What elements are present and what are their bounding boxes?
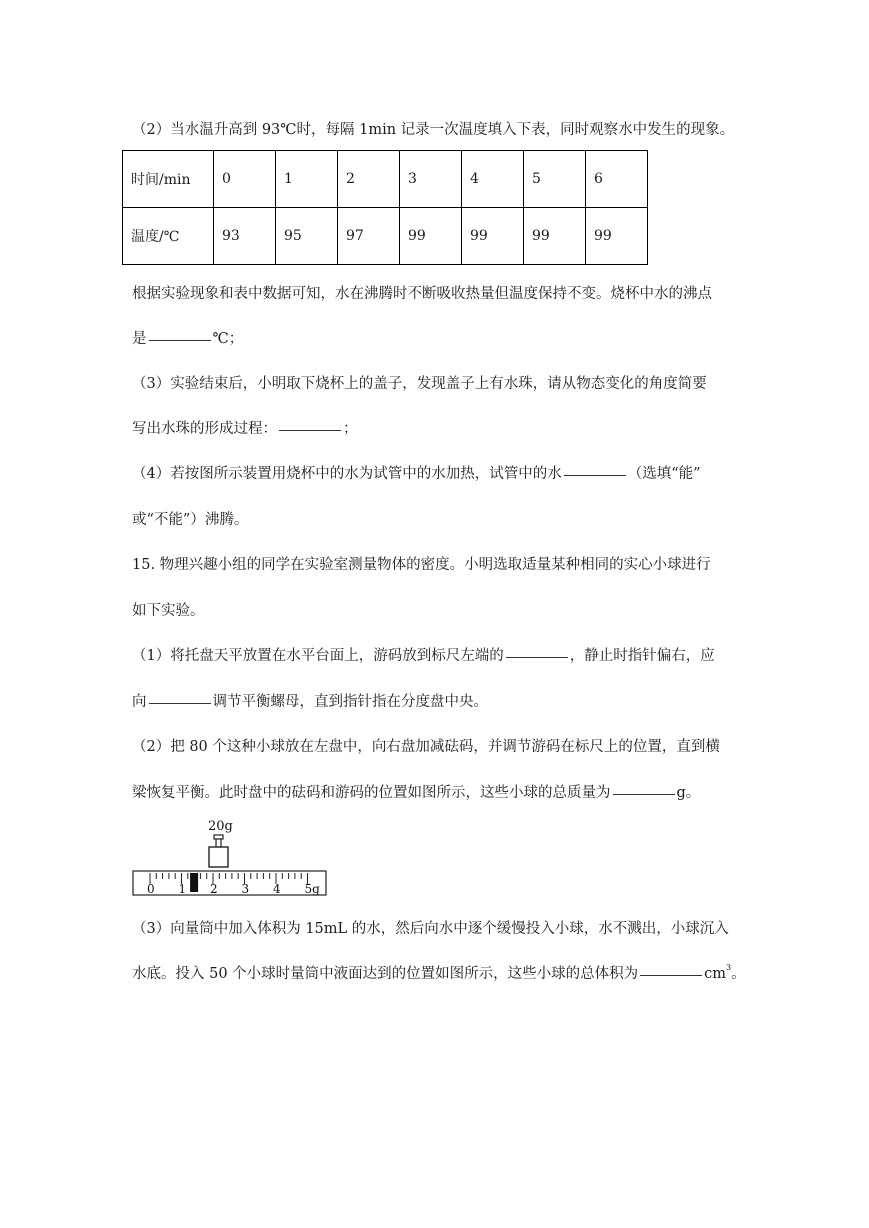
table-cell-temperature: 99 (586, 208, 648, 265)
q15-part1-line2 (132, 690, 488, 711)
table-cell-time: 3 (400, 151, 462, 208)
text: 水底。投入 50 个小球时量筒中液面达到的位置如图所示，这些小球的总体积为 (132, 966, 639, 982)
q15-part3-line2 (132, 962, 746, 983)
q15-intro-line2: 如下实验。 (132, 603, 205, 619)
q15-part2-line2 (132, 781, 700, 802)
table-cell-time: 4 (462, 151, 524, 208)
table-cell-temperature: 99 (400, 208, 462, 265)
answer-blank[interactable] (564, 474, 626, 476)
scale-tick-label: 2 (210, 882, 218, 896)
unit-superscript: 3 (726, 963, 732, 972)
answer-blank[interactable] (149, 702, 211, 704)
scale-tick-label: 4 (273, 882, 281, 896)
answer-blank[interactable] (640, 974, 702, 976)
unit: cm (704, 966, 727, 982)
table-header-temperature: 温度/℃ (123, 208, 214, 265)
text: 写出水珠的形成过程： (132, 421, 277, 437)
q15-part3-line1: （3）向量筒中加入体积为 15mL 的水，然后向水中逐个缓慢投入小球，水不溅出，小球沉入 (132, 921, 729, 937)
text: ； (343, 421, 358, 437)
table-cell-temperature: 97 (338, 208, 400, 265)
text: 向 (132, 694, 147, 710)
q14-conclusion-line1: 根据实验现象和表中数据可知，水在沸腾时不断吸收热量但温度保持不变。烧杯中水的沸点 (132, 286, 712, 302)
temperature-table (122, 150, 648, 265)
text: ℃； (212, 331, 244, 347)
text: 梁恢复平衡。此时盘中的砝码和游码的位置如图所示，这些小球的总质量为 (132, 785, 611, 801)
text: ，静止时指针偏右，应 (569, 648, 715, 664)
table-cell-time: 5 (524, 151, 586, 208)
q14-part3-line2 (132, 417, 358, 438)
q15-part1-line1 (132, 644, 715, 665)
q14-part4-line2: 或“不能”）沸腾。 (132, 512, 249, 528)
table-cell-time: 1 (276, 151, 338, 208)
answer-blank[interactable] (149, 339, 211, 341)
scale-tick-label: 5g (304, 882, 320, 896)
text: 。 (731, 966, 746, 982)
rider-slider (190, 873, 198, 892)
table-cell-temperature: 95 (276, 208, 338, 265)
q14-part4-line1 (132, 462, 701, 483)
text: （选填“能” (627, 466, 701, 482)
table-cell-temperature: 99 (462, 208, 524, 265)
q14-part2-intro: （2）当水温升高到 93℃时，每隔 1min 记录一次温度填入下表，同时观察水中发生的现象。 (132, 122, 735, 138)
q14-conclusion-line2 (132, 327, 243, 348)
table-cell-temperature: 99 (524, 208, 586, 265)
answer-blank[interactable] (279, 429, 341, 431)
table-cell-temperature: 93 (214, 208, 276, 265)
scale-tick-label: 0 (147, 882, 155, 896)
answer-blank[interactable] (613, 793, 675, 795)
table-header-time: 时间/min (123, 151, 214, 208)
scale-tick-label: 1 (178, 882, 187, 896)
q15-part2-line1: （2）把 80 个这种小球放在左盘中，向右盘加减砝码，并调节游码在标尺上的位置，直到横 (132, 739, 720, 755)
text: g。 (676, 785, 701, 801)
text: （1）将托盘天平放置在水平台面上，游码放到标尺左端的 (132, 648, 504, 664)
text: 是 (132, 331, 147, 347)
table-cell-time: 6 (586, 151, 648, 208)
table-row-temperature (123, 208, 648, 265)
weight-label: 20g (208, 819, 233, 834)
table-cell-time: 0 (214, 151, 276, 208)
balance-scale-figure (130, 814, 330, 898)
weight-icon (209, 835, 228, 867)
scale-ruler (133, 871, 326, 895)
scale-tick-label: 3 (241, 882, 250, 896)
q14-part3-line1: （3）实验结束后，小明取下烧杯上的盖子，发现盖子上有水珠，请从物态变化的角度简要 (132, 376, 707, 392)
table-row-time (123, 151, 648, 208)
text: （4）若按图所示装置用烧杯中的水为试管中的水加热，试管中的水 (132, 466, 562, 482)
table-cell-time: 2 (338, 151, 400, 208)
text: 调节平衡螺母，直到指针指在分度盘中央。 (212, 694, 488, 710)
q15-intro-line1: 15. 物理兴趣小组的同学在实验室测量物体的密度。小明选取适量某种相同的实心小球进行 (132, 557, 711, 573)
answer-blank[interactable] (506, 656, 568, 658)
